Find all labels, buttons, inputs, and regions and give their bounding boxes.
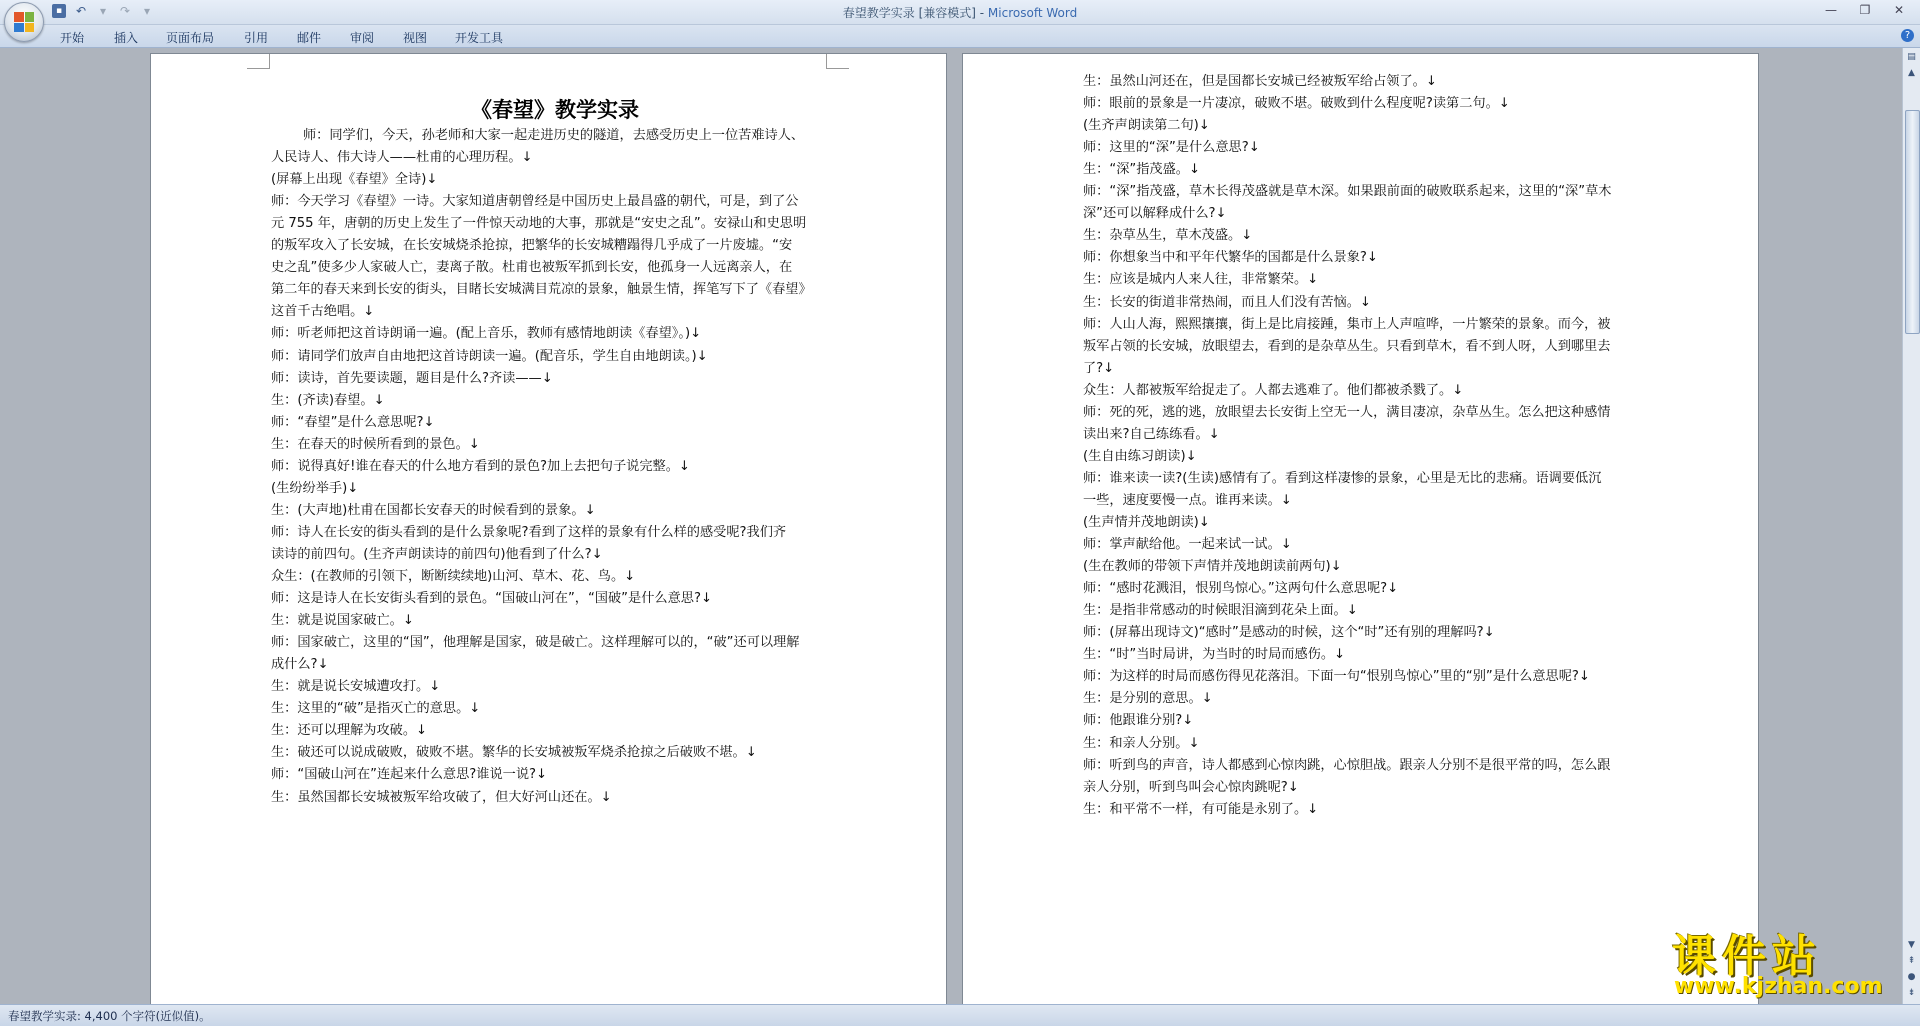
text-line: 师：眼前的景象是一片凄凉，破败不堪。破败到什么程度呢?读第二句。↓ <box>1083 96 1510 112</box>
document-title: 春望教学实录 [兼容模式] - <box>842 6 988 20</box>
text-line: 师：今天学习《春望》一诗。大家知道唐朝曾经是中国历史上最昌盛的朝代，可是，到了公 <box>271 194 799 210</box>
text-line: (生声情并茂地朗读)↓ <box>1083 515 1210 530</box>
text-line: 生：长安的街道非常热闹，而且人们没有苦恼。↓ <box>1083 294 1371 310</box>
text-line: 生：“时”当时局讲，为当时的时局而感伤。↓ <box>1083 647 1346 663</box>
window-title <box>0 4 1920 21</box>
text-line: 师：同学们，今天，孙老师和大家一起走进历史的隧道，去感受历史上一位苦难诗人、 <box>303 128 805 143</box>
crop-mark <box>826 54 849 69</box>
tab-insert[interactable]: 插入 <box>114 31 139 45</box>
text-line: 叛军占领的长安城，放眼望去，看到的是杂草丛生。只看到草木，看不到人呀，人到哪里去 <box>1083 338 1611 354</box>
next-page-icon[interactable]: ⇟ <box>1907 988 1916 998</box>
watermark-text: 课件站 <box>1672 931 1822 982</box>
text-line: 师：他跟谁分别?↓ <box>1083 713 1194 729</box>
text-line: 师：为这样的时局而感伤得见花落泪。下面一句“恨别鸟惊心”里的“别”是什么意思呢?↓ <box>1083 669 1590 685</box>
text-line: 众生：人都被叛军给捉走了。人都去逃难了。他们都被杀戮了。↓ <box>1083 382 1464 398</box>
text-line: 师：说得真好!谁在春天的什么地方看到的景色?加上去把句子说完整。↓ <box>271 458 690 474</box>
text-line: 生：(齐读)春望。↓ <box>271 392 385 408</box>
status-bar <box>0 1004 1920 1026</box>
minimize-icon[interactable]: — <box>1825 3 1837 17</box>
save-icon[interactable]: ▪ <box>52 4 66 18</box>
text-line: 深”还可以解释成什么?↓ <box>1083 206 1227 222</box>
document-page-2[interactable] <box>963 54 1758 1004</box>
text-line: (生在教师的带领下声情并茂地朗读前两句)↓ <box>1083 559 1342 575</box>
tab-references[interactable]: 引用 <box>244 31 269 45</box>
document-page-1[interactable] <box>151 54 946 1004</box>
office-logo-icon <box>14 12 34 32</box>
crop-mark <box>247 54 270 69</box>
text-line: 生：在春天的时候所看到的景色。↓ <box>271 436 480 452</box>
text-line: 生：(大声地)杜甫在国都长安春天的时候看到的景象。↓ <box>271 502 596 518</box>
text-line: (生自由练习朗读)↓ <box>1083 448 1197 464</box>
scroll-up-icon[interactable]: ▲ <box>1908 68 1915 78</box>
text-line: 生：就是说国家破亡。↓ <box>271 613 414 629</box>
text-line: 史之乱”使多少人家破人亡，妻离子散。杜甫也被叛军抓到长安，他孤身一人远离亲人，在 <box>271 260 793 276</box>
text-line: 师：“感时花溅泪，恨别鸟惊心。”这两句什么意思呢?↓ <box>1083 581 1399 597</box>
window-controls <box>1824 3 1906 17</box>
text-line: 生：虽然国都长安城被叛军给攻破了，但大好河山还在。↓ <box>271 789 612 805</box>
text-line: 生：虽然山河还在，但是国都长安城已经被叛军给占领了。↓ <box>1083 74 1437 89</box>
text-line: 读出来?自己练练看。↓ <box>1083 426 1220 442</box>
text-line: 生：还可以理解为攻破。↓ <box>271 723 428 739</box>
text-line: 师：读诗，首先要读题，题目是什么?齐读——↓ <box>271 370 553 386</box>
text-line: 生：是指非常感动的时候眼泪滴到花朵上面。↓ <box>1083 603 1358 619</box>
watermark <box>1672 920 1904 1000</box>
text-line: 师：“深”指茂盛，草木长得茂盛就是草木深。如果跟前面的破败联系起来，这里的“深”草木 <box>1083 184 1612 200</box>
text-line: 师：(屏幕出现诗文)“感时”是感动的时候，这个“时”还有别的理解吗?↓ <box>1083 625 1495 641</box>
scroll-down-icon[interactable]: ▼ <box>1908 940 1915 950</box>
text-line: 师：听老师把这首诗朗诵一遍。(配上音乐，教师有感情地朗读《春望》。)↓ <box>271 326 702 342</box>
text-line: 生：杂草丛生，草木茂盛。↓ <box>1083 228 1253 244</box>
text-line: (生齐声朗读第二句)↓ <box>1083 118 1210 134</box>
tab-view[interactable]: 视图 <box>403 31 428 45</box>
text-line: 师：请同学们放声自由地把这首诗朗读一遍。(配音乐，学生自由地朗读。)↓ <box>271 348 708 364</box>
previous-page-icon[interactable]: ⇞ <box>1907 956 1916 966</box>
title-bar <box>0 0 1920 25</box>
text-line: 第二年的春天来到长安的街头，目睹长安城满目荒凉的景象，触景生情，挥笔写下了《春望》 <box>271 282 812 298</box>
document-area[interactable] <box>0 48 1903 1004</box>
office-button[interactable] <box>4 2 44 42</box>
text-line: 读诗的前四句。(生齐声朗读诗的前四句)他看到了什么?↓ <box>271 546 603 562</box>
text-line: 一些，速度要慢一点。谁再来读。↓ <box>1083 492 1292 508</box>
dropdown-icon[interactable]: ▾ <box>99 4 107 18</box>
text-line: 的叛军攻入了长安城，在长安城烧杀抢掠，把繁华的长安城糟蹋得几乎成了一片废墟。“安 <box>271 238 793 254</box>
text-line: 师：“国破山河在”连起来什么意思?谁说一说?↓ <box>271 767 548 783</box>
watermark-url: www.kjzhan.com <box>1674 974 1883 999</box>
text-line: 生：是分别的意思。↓ <box>1083 691 1213 707</box>
text-line: 生：“深”指茂盛。↓ <box>1083 162 1201 178</box>
text-line: 师：死的死，逃的逃，放眼望去长安街上空无一人，满目凄凉，杂草丛生。怎么把这种感情 <box>1083 404 1611 420</box>
text-line: 师：掌声献给他。一起来试一试。↓ <box>1083 537 1292 553</box>
text-line: 师：谁来读一读?(生读)感情有了。看到这样凄惨的景象，心里是无比的悲痛。语调要低沉 <box>1083 470 1602 486</box>
select-browse-object-icon[interactable]: ● <box>1907 972 1916 982</box>
restore-icon[interactable]: ❐ <box>1859 3 1871 17</box>
text-line: 师：听到鸟的声音，诗人都感到心惊肉跳，心惊胆战。跟亲人分别不是很平常的吗，怎么跟 <box>1083 757 1611 773</box>
text-line: 这首千古绝唱。↓ <box>271 304 375 320</box>
text-line: 生：和亲人分别。↓ <box>1083 735 1200 751</box>
text-line: 师：这里的“深”是什么意思?↓ <box>1083 140 1260 156</box>
text-line: 师：人山人海，熙熙攘攘，街上是比肩接踵，集市上人声喧哗，一片繁荣的景象。而今，被 <box>1083 316 1611 332</box>
text-line: 众生：(在教师的引领下，断断续续地)山河、草木、花、鸟。↓ <box>271 569 636 584</box>
scrollbar-thumb[interactable] <box>1905 110 1920 334</box>
text-line: 生：这里的“破”是指灭亡的意思。↓ <box>271 701 481 717</box>
text-line: 师：诗人在长安的街头看到的是什么景象呢?看到了这样的景象有什么样的感受呢?我们齐 <box>271 524 787 540</box>
text-line: 生：和平常不一样，有可能是永别了。↓ <box>1083 801 1319 817</box>
status-word-count[interactable]: 春望教学实录: 4,400 个字符(近似值)。 <box>8 1009 211 1023</box>
text-line: 成什么?↓ <box>271 657 329 673</box>
text-line: 师：国家破亡，这里的“国”，他理解是国家，破是破亡。这样理解可以的，“破”还可以理解 <box>271 635 800 651</box>
text-line: 生：应该是城内人来人往，非常繁荣。↓ <box>1083 272 1319 288</box>
text-line: (屏幕上出现《春望》全诗)↓ <box>271 172 438 188</box>
document-heading: 《春望》教学实录 <box>471 97 639 122</box>
vertical-scrollbar[interactable] <box>1902 48 1920 1004</box>
close-icon[interactable]: ✕ <box>1893 3 1905 17</box>
redo-icon[interactable]: ↷ <box>119 4 131 18</box>
customize-qat-icon[interactable]: ▾ <box>143 4 151 18</box>
text-line: 亲人分别，听到鸟叫会心惊肉跳呢?↓ <box>1083 779 1299 795</box>
undo-icon[interactable]: ↶ <box>75 4 87 18</box>
tab-developer[interactable]: 开发工具 <box>455 31 504 45</box>
tab-review[interactable]: 审阅 <box>350 31 375 45</box>
text-line: 师：这是诗人在长安街头看到的景色。“国破山河在”，“国破”是什么意思?↓ <box>271 591 712 607</box>
tab-home[interactable]: 开始 <box>60 31 85 45</box>
text-line: 了?↓ <box>1083 360 1115 376</box>
help-icon[interactable]: ? <box>1901 29 1914 42</box>
ruler-toggle-icon[interactable]: ▤ <box>1907 52 1916 62</box>
app-name: Microsoft Word <box>987 6 1078 20</box>
tab-page-layout[interactable]: 页面布局 <box>166 31 215 45</box>
tab-mailings[interactable]: 邮件 <box>297 31 322 45</box>
ribbon-tab-bar <box>0 25 1920 48</box>
text-line: 师：“春望”是什么意思呢?↓ <box>271 414 435 430</box>
text-line: 生：就是说长安城遭攻打。↓ <box>271 679 441 695</box>
text-line: 师：你想象当中和平年代繁华的国都是什么景象?↓ <box>1083 250 1378 266</box>
text-line: (生纷纷举手)↓ <box>271 480 359 496</box>
text-line: 元 755 年，唐朝的历史上发生了一件惊天动地的大事，那就是“安史之乱”。安禄山和史思明 <box>271 216 807 232</box>
crop-mark <box>963 54 1083 68</box>
text-line: 人民诗人、伟大诗人——杜甫的心理历程。↓ <box>271 150 533 166</box>
text-line: 生：破还可以说成破败，破败不堪。繁华的长安城被叛军烧杀抢掠之后破败不堪。↓ <box>271 745 757 761</box>
